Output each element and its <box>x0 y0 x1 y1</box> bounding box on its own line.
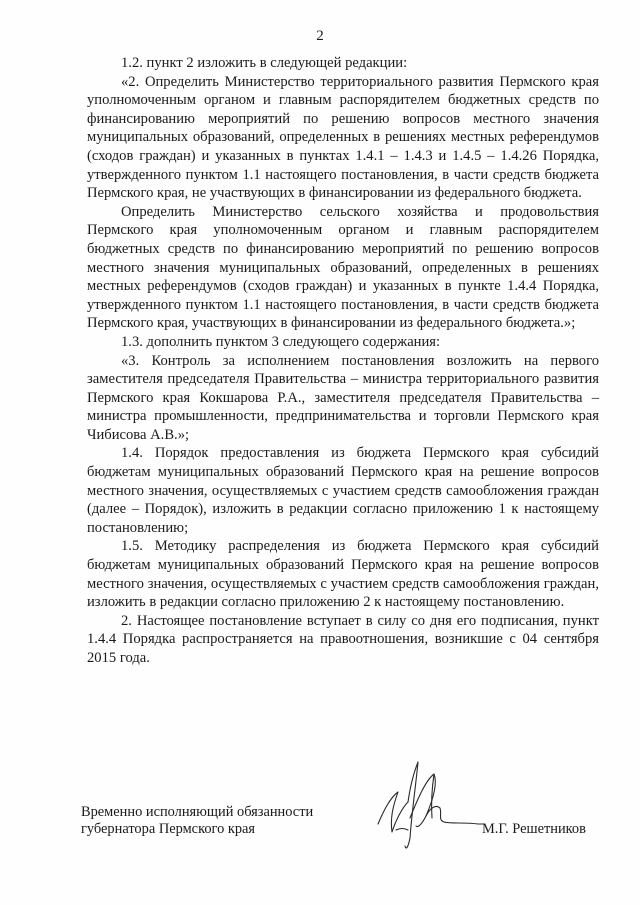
paragraph-1-5: 1.5. Методику распределения из бюджета Пермского края субсидий бюджетам муниципальных образований Пермского края на решение вопросов местного значения, осуществляемых с участием средств самообложения граждан, изложить в редакции согласно приложению 2 к настоящему постановлению. <box>87 538 599 611</box>
signatory-name: М.Г. Решетников <box>482 821 586 837</box>
signatory-position-line-1: Временно исполняющий обязанности <box>81 804 314 820</box>
signatory-position <box>81 804 313 838</box>
paragraph-1-4: 1.4. Порядок предоставления из бюджета Пермского края субсидий бюджетам муниципальных образований Пермского края на решение вопросов местного значения, осуществляемых с участием средств самообложения граждан (далее – Порядок), изложить в редакции согласно приложению 1 к настоящему постановлению; <box>87 445 599 536</box>
paragraph-point-2-second: Определить Министерство сельского хозяйства и продовольствия Пермского края уполномоченным органом и главным распорядителем бюджетных средств по финансированию мероприятий по решению вопросов местного значения муниципальных образований, определенных в решениях местных референдумов (сходов граждан) и указанных в пункте 1.4.4 Порядка, утвержденного пунктом 1.1 настоящего постановления, в части средств бюджета Пермского края, участвующих в финансировании из федерального бюджета.»; <box>87 203 599 332</box>
paragraph-point-2: «2. Определить Министерство территориального развития Пермского края уполномоченным органом и главным распорядителем бюджетных средств по финансированию мероприятий по решению вопросов местного значения муниципальных образований, определенных в решениях местных референдумов (сходов граждан) и указанных в пунктах 1.4.1 – 1.4.3 и 1.4.5 – 1.4.26 Порядка, утвержденного пунктом 1.1 настоящего постановления, в части средств бюджета Пермского края, не участвующих в финансировании из федерального бюджета. <box>87 73 599 202</box>
signatory-position-line-2: губернатора Пермского края <box>81 821 256 837</box>
paragraph-point-3: «3. Контроль за исполнением постановления возложить на первого заместителя председателя Правительства – министра территориального развития Пермского края Кокшарова Р.А., заместителя председателя Правительства – министра промышленности, предпринимательства и торговли Пермского края Чибисова А.В.»; <box>87 352 599 443</box>
paragraph-1-3: 1.3. дополнить пунктом 3 следующего содержания: <box>121 333 441 350</box>
page-number: 2 <box>316 28 324 44</box>
paragraph-2: 2. Настоящее постановление вступает в силу со дня его подписания, пункт 1.4.4 Порядка распространяется на правоотношения, возникшие с 04 сентября 2015 года. <box>87 612 599 666</box>
document-body <box>87 54 599 668</box>
handwritten-signature <box>360 758 490 852</box>
paragraph-1-2: 1.2. пункт 2 изложить в следующей редакции: <box>121 55 408 71</box>
